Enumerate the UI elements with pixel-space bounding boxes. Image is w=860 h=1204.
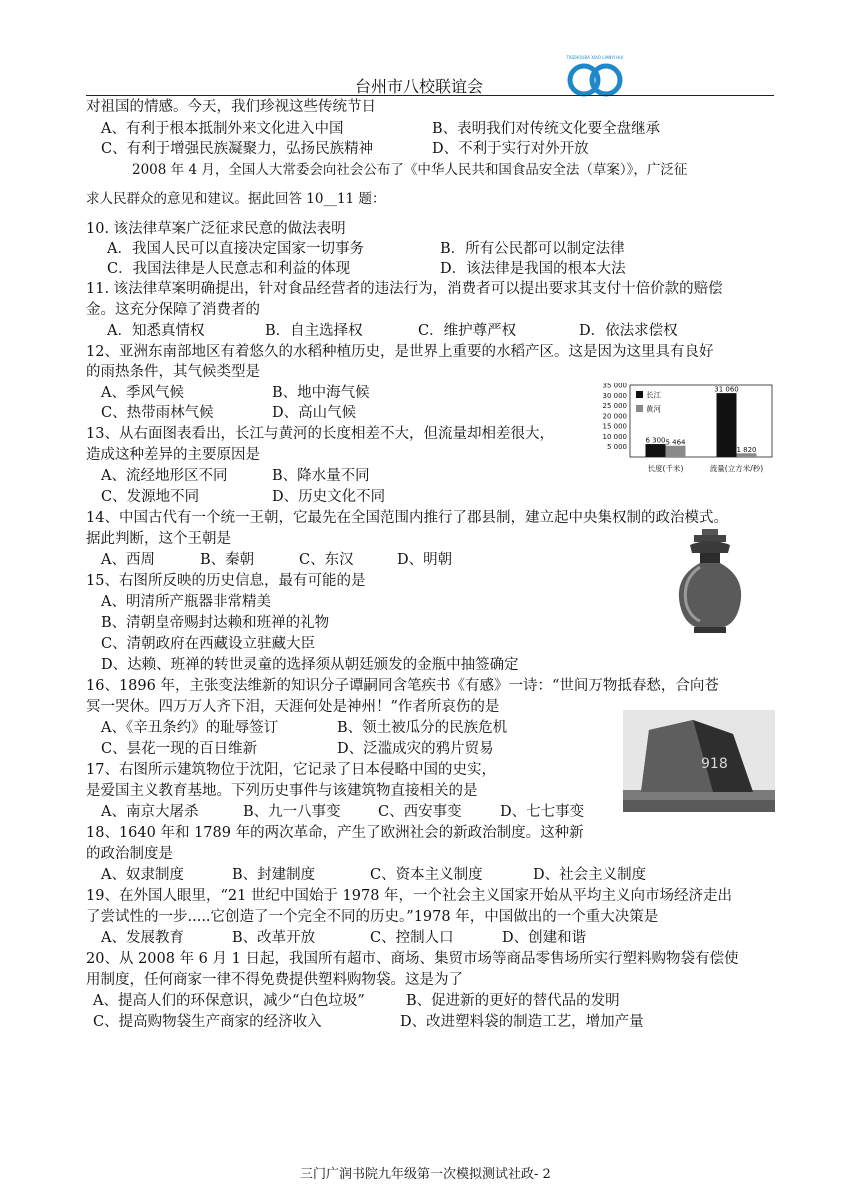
option-a: A、季风气候 xyxy=(101,385,184,401)
option-c: C、昙花一现的百日维新 xyxy=(101,741,258,757)
option-d: D、历史文化不同 xyxy=(272,489,386,505)
option-b: B、清朝皇帝赐封达赖和班禅的礼物 xyxy=(101,615,330,631)
question-17-cont: 是爱国主义教育基地。下列历史事件与该建筑物直接相关的是 xyxy=(86,783,478,799)
logo-lettering: TAIZHOUBA XIAO LIANYI HUI xyxy=(566,55,624,60)
option-a: A、奴隶制度 xyxy=(101,867,184,883)
option-a: A．我国人民可以直接决定国家一切事务 xyxy=(107,241,364,257)
question-13-cont: 造成这种差异的主要原因是 xyxy=(86,447,260,463)
option-d: D．该法律是我国的根本大法 xyxy=(440,261,626,277)
option-b: B．所有公民都可以制定法律 xyxy=(440,241,625,257)
y-tick-label: 5 000 xyxy=(606,443,627,452)
option-d: D、高山气候 xyxy=(272,405,357,421)
option-b: B、降水量不同 xyxy=(272,468,370,484)
bar xyxy=(737,453,757,457)
question-11: 11. 该法律草案明确提出，针对食品经营者的违法行为，消费者可以提出要求其支付十倍价款的赔偿 xyxy=(86,281,723,297)
legend-label: 黄河 xyxy=(646,404,661,414)
option-c: C、清朝政府在西藏设立驻藏大臣 xyxy=(101,636,316,652)
option-d: D、泛滥成灾的鸦片贸易 xyxy=(337,741,494,757)
option-b: B、封建制度 xyxy=(232,867,316,883)
option-d: D．依法求偿权 xyxy=(579,323,678,339)
option-b: B、地中海气候 xyxy=(272,385,370,401)
material-intro-cont: 求人民群众的意见和建议。据此回答 10__11 题： xyxy=(86,191,386,207)
x-category-label: 长度(千米) xyxy=(647,464,684,473)
option-d: D、达赖、班禅的转世灵童的选择须从朝廷颁发的金瓶中抽签确定 xyxy=(101,657,519,673)
option-a: A、有利于根本抵制外来文化进入中国 xyxy=(101,121,344,137)
y-tick-label: 15 000 xyxy=(602,422,627,431)
header-divider xyxy=(86,95,774,96)
x-category-label: 流量(立方米/秒) xyxy=(709,464,764,473)
option-b: B、秦朝 xyxy=(200,552,255,568)
bar-value-label: 5 464 xyxy=(665,438,686,447)
option-d: D、不利于实行对外开放 xyxy=(432,141,589,157)
option-a: A、南京大屠杀 xyxy=(101,804,199,820)
text-line: 对祖国的情感。今天，我们珍视这些传统节日 xyxy=(86,99,376,115)
option-b: B、改革开放 xyxy=(232,930,316,946)
september-18-monument-photo xyxy=(623,710,775,812)
question-14: 14、中国古代有一个统一王朝，它最先在全国范围内推行了郡县制，建立起中央集权制的政治模式。 xyxy=(86,510,728,526)
question-12-cont: 的雨热条件，其气候类型是 xyxy=(86,364,260,380)
bar xyxy=(717,393,737,457)
golden-vase-photo xyxy=(670,527,750,637)
option-b: B、领土被瓜分的民族危机 xyxy=(337,720,508,736)
option-d: D、明朝 xyxy=(397,552,453,568)
y-tick-label: 20 000 xyxy=(602,412,627,421)
y-tick-label: 30 000 xyxy=(602,391,627,400)
y-tick-label: 25 000 xyxy=(602,402,627,411)
question-10: 10. 该法律草案广泛征求民意的做法表明 xyxy=(86,221,346,237)
question-20: 20、从 2008 年 6 月 1 日起，我国所有超市、商场、集贸市场等商品零售场所实行塑料购物袋有偿使 xyxy=(86,951,739,967)
option-b: B、促进新的更好的替代品的发明 xyxy=(406,993,620,1009)
option-d: D、七七事变 xyxy=(500,804,585,820)
option-a: A、提高人们的环保意识，减少“白色垃圾” xyxy=(93,993,365,1009)
y-axis-ticks xyxy=(603,383,628,451)
bar-value-labels xyxy=(645,386,756,454)
option-a: A、西周 xyxy=(101,552,155,568)
option-c: C、控制人口 xyxy=(370,930,454,946)
option-c: C、提高购物袋生产商家的经济收入 xyxy=(93,1014,322,1030)
legend-label: 长江 xyxy=(646,390,661,400)
x-axis-categories xyxy=(648,463,764,473)
y-tick-label: 35 000 xyxy=(602,383,627,390)
question-14-cont: 据此判断，这个王朝是 xyxy=(86,531,231,547)
option-b: B、表明我们对传统文化要全盘继承 xyxy=(432,121,661,137)
y-tick-label: 10 000 xyxy=(602,432,627,441)
option-c: C．我国法律是人民意志和利益的体现 xyxy=(107,261,351,277)
option-a: A、发展教育 xyxy=(101,930,184,946)
page-footer: 三门广润书院九年级第一次模拟测试社政- 2 xyxy=(300,1167,551,1182)
question-19-cont: 了尝试性的一步.....它创造了一个完全不同的历史。”1978 年，中国做出的一个重大决策是 xyxy=(86,909,659,925)
river-comparison-chart xyxy=(598,383,776,475)
option-a: A、明清所产瓶器非常精美 xyxy=(101,594,271,610)
option-b: B．自主选择权 xyxy=(265,323,363,339)
material-intro: 2008 年 4 月，全国人大常委会向社会公布了《中华人民共和国食品安全法（草案）》，广泛征 xyxy=(132,162,688,178)
question-12: 12、亚洲东南部地区有着悠久的水稻种植历史，是世界上重要的水稻产区。这是因为这里具有良好 xyxy=(86,344,714,360)
question-11-cont: 金。这充分保障了消费者的 xyxy=(86,302,260,318)
organization-logo xyxy=(560,50,630,98)
option-a: A．知悉真情权 xyxy=(107,323,205,339)
bar xyxy=(646,444,666,457)
option-b: B、九一八事变 xyxy=(243,804,341,820)
option-c: C、西安事变 xyxy=(378,804,462,820)
option-d: D、创建和谐 xyxy=(502,930,587,946)
legend-swatch xyxy=(636,405,643,412)
question-17: 17、右图所示建筑物位于沈阳，它记录了日本侵略中国的史实， xyxy=(86,762,496,778)
question-16-cont: 冥一哭休。四万万人齐下泪，天涯何处是神州！”作者所哀伤的是 xyxy=(86,699,500,715)
question-15: 15、右图所反映的历史信息，最有可能的是 xyxy=(86,573,366,589)
header-org-name: 台州市八校联谊会 xyxy=(355,77,484,96)
question-20-cont: 用制度，任何商家一律不得免费提供塑料购物袋。这是为了 xyxy=(86,972,463,988)
bar xyxy=(666,446,686,457)
chart-legend xyxy=(636,391,661,414)
option-a: A、《辛丑条约》的耻辱签订 xyxy=(101,720,279,736)
bar-value-label: 31 060 xyxy=(714,385,739,394)
option-c: C、发源地不同 xyxy=(101,489,200,505)
question-18: 18、1640 年和 1789 年的两次革命，产生了欧洲社会的新政治制度。这种新 xyxy=(86,825,584,841)
option-c: C、资本主义制度 xyxy=(370,867,483,883)
option-c: C、热带雨林气候 xyxy=(101,405,214,421)
bar-value-label: 6 300 xyxy=(645,436,666,445)
option-d: D、社会主义制度 xyxy=(533,867,647,883)
option-c: C．维护尊严权 xyxy=(418,323,517,339)
question-16: 16、1896 年，主张变法维新的知识分子谭嗣同含笔疾书《有感》一诗：“世间万物抵春愁，合向苍 xyxy=(86,678,719,694)
legend-swatch xyxy=(636,391,643,398)
question-18-cont: 的政治制度是 xyxy=(86,846,173,862)
question-19: 19、在外国人眼里，“21 世纪中国始于 1978 年，一个社会主义国家开始从平均主义向市场经济走出 xyxy=(86,888,733,904)
monument-inscription: 918 xyxy=(701,756,728,772)
option-c: C、有利于增强民族凝聚力，弘扬民族精神 xyxy=(101,141,374,157)
bar-value-label: 1 820 xyxy=(736,445,757,454)
option-a: A、流经地形区不同 xyxy=(101,468,228,484)
option-d: D、改进塑料袋的制造工艺，增加产量 xyxy=(400,1014,644,1030)
question-13: 13、从右面图表看出，长江与黄河的长度相差不大，但流量却相差很大， xyxy=(86,426,554,442)
option-c: C、东汉 xyxy=(299,552,354,568)
